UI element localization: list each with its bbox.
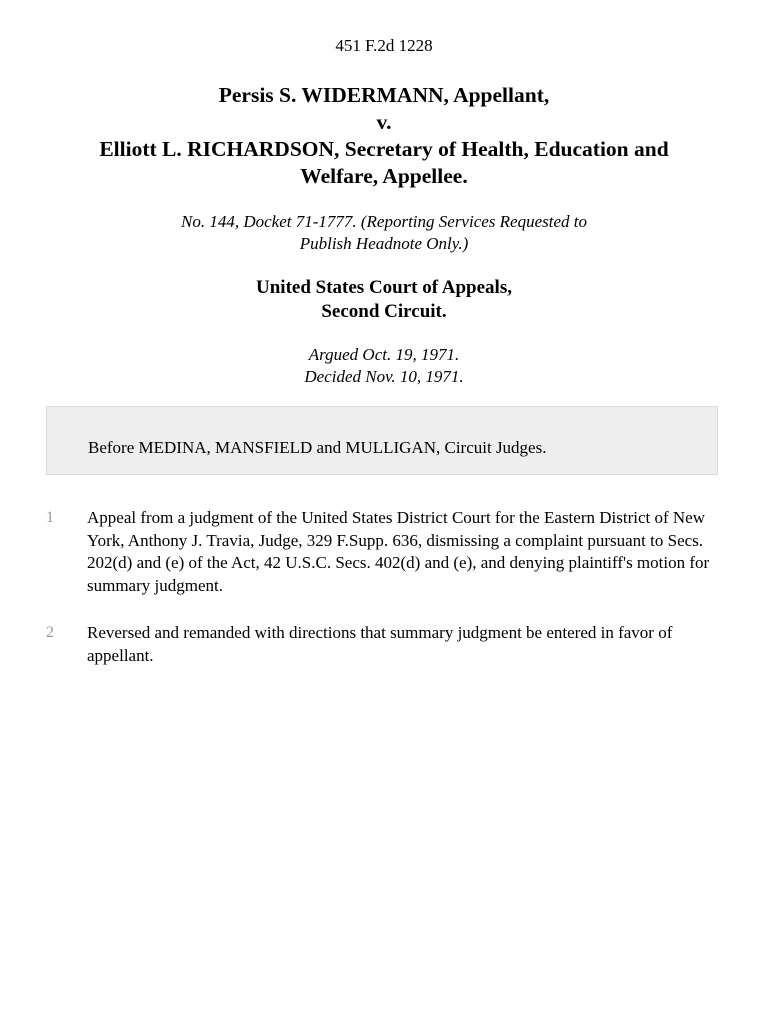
decided-date: Decided Nov. 10, 1971.: [304, 367, 464, 386]
docket-line-1: No. 144, Docket 71-1777. (Reporting Services Requested to: [180, 212, 587, 231]
judges-text: Before MEDINA, MANSFIELD and MULLIGAN, Circuit Judges.: [88, 438, 547, 457]
paragraph-text: Reversed and remanded with directions that summary judgment be entered in favor of appellant.: [87, 623, 673, 665]
docket-info: [60, 211, 708, 255]
appellee-line-continued: Welfare, Appellee.: [300, 164, 468, 188]
court-name-line-1: United States Court of Appeals,: [256, 277, 512, 298]
judges-panel: [46, 406, 718, 475]
case-title: [30, 82, 738, 190]
paragraph-number: 1: [46, 509, 54, 526]
court-name-line-2: Second Circuit.: [321, 301, 447, 322]
versus-line: v.: [376, 110, 392, 134]
court-name: [60, 276, 708, 324]
case-citation: 451 F.2d 1228: [335, 36, 433, 55]
paragraph-number: 2: [46, 624, 54, 641]
paragraph-text: Appeal from a judgment of the United States District Court for the Eastern District of New York, Anthony J. Travia, Judge, 329 F.Supp. 636, dismissing a complaint pursuant to Secs. 202(d) and (e) of the Act, 42 U.S.C. Secs. 402(d) and (e), and denying plaintiff's motion for summary judgment.: [87, 508, 710, 595]
case-dates: [60, 344, 708, 388]
docket-line-2: Publish Headnote Only.): [299, 234, 469, 253]
appellant-line: Persis S. WIDERMANN, Appellant,: [218, 83, 550, 107]
appellee-line: Elliott L. RICHARDSON, Secretary of Health, Education and: [99, 137, 669, 161]
argued-date: Argued Oct. 19, 1971.: [308, 345, 460, 364]
